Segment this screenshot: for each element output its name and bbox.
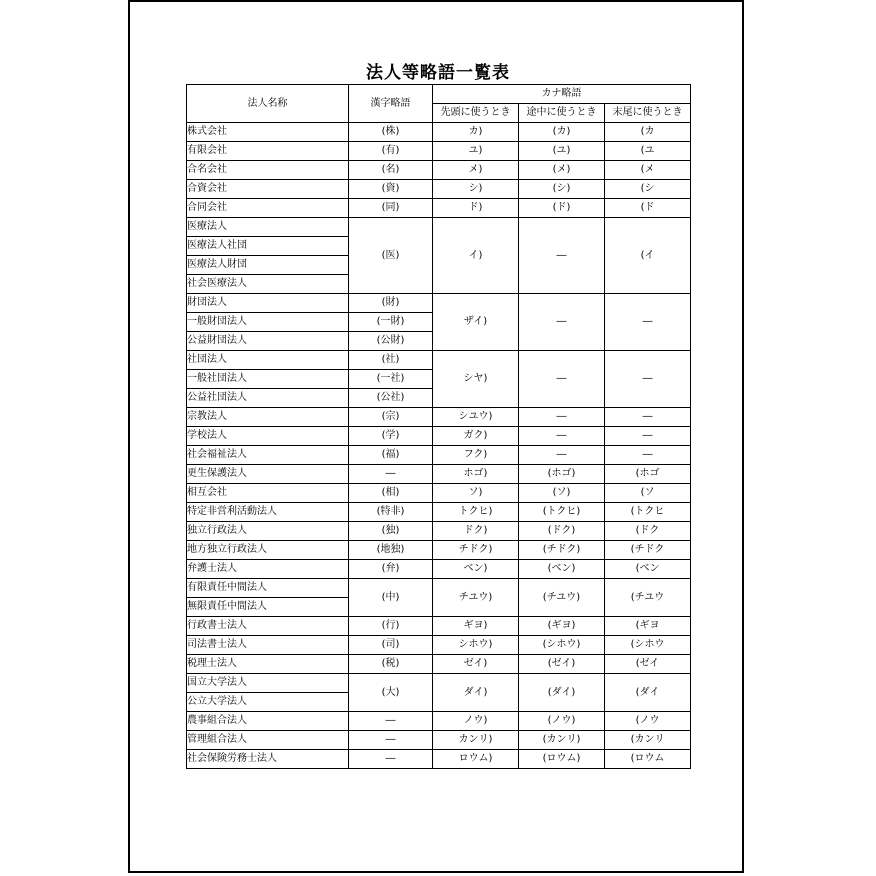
kana-middle-cell: (ベン) xyxy=(519,560,605,579)
table-row xyxy=(187,408,691,427)
kana-end-cell: ― xyxy=(605,427,691,446)
kanji-abbr-cell: (中) xyxy=(349,579,433,617)
kanji-abbr-cell: (福) xyxy=(349,446,433,465)
kana-start-cell: チドク) xyxy=(433,541,519,560)
kanji-abbr-cell: (名) xyxy=(349,161,433,180)
kana-end-cell: (ダイ xyxy=(605,674,691,712)
kanji-abbr-cell: ― xyxy=(349,712,433,731)
kana-middle-cell: (シ) xyxy=(519,180,605,199)
table-row xyxy=(187,712,691,731)
entity-name-cell: 社会保険労務士法人 xyxy=(187,750,349,769)
kana-end-cell: (ゼイ xyxy=(605,655,691,674)
document-title: 法人等略語一覧表 xyxy=(366,63,510,83)
table-row xyxy=(187,522,691,541)
table-row xyxy=(187,427,691,446)
kana-start-cell: カ) xyxy=(433,123,519,142)
kana-start-cell: ベン) xyxy=(433,560,519,579)
kana-middle-cell: ― xyxy=(519,351,605,408)
table-body xyxy=(187,123,691,769)
entity-name-cell: 合同会社 xyxy=(187,199,349,218)
kana-end-cell: (ド xyxy=(605,199,691,218)
kanji-abbr-cell: (弁) xyxy=(349,560,433,579)
entity-name-cell: 特定非営利活動法人 xyxy=(187,503,349,522)
kana-end-cell: ― xyxy=(605,351,691,408)
kanji-abbr-cell: (大) xyxy=(349,674,433,712)
kana-end-cell: (ホゴ xyxy=(605,465,691,484)
kana-start-cell: カンリ) xyxy=(433,731,519,750)
table-row xyxy=(187,579,691,598)
table-row xyxy=(187,750,691,769)
kana-end-cell: (イ xyxy=(605,218,691,294)
table-row xyxy=(187,123,691,142)
table-row xyxy=(187,484,691,503)
kana-middle-cell: (ギヨ) xyxy=(519,617,605,636)
table-row xyxy=(187,674,691,693)
entity-name-cell: 一般社団法人 xyxy=(187,370,349,389)
entity-name-cell: 医療法人社団 xyxy=(187,237,349,256)
kana-middle-cell: (チユウ) xyxy=(519,579,605,617)
table-row xyxy=(187,180,691,199)
kanji-abbr-cell: ― xyxy=(349,731,433,750)
table-row xyxy=(187,617,691,636)
table-row xyxy=(187,541,691,560)
entity-name-cell: 宗教法人 xyxy=(187,408,349,427)
kana-start-cell: ド) xyxy=(433,199,519,218)
kana-end-cell: (シホウ xyxy=(605,636,691,655)
entity-name-cell: 有限責任中間法人 xyxy=(187,579,349,598)
kana-end-cell: (チドク xyxy=(605,541,691,560)
entity-name-cell: 更生保護法人 xyxy=(187,465,349,484)
entity-name-cell: 公益財団法人 xyxy=(187,332,349,351)
entity-name-cell: 社会福祉法人 xyxy=(187,446,349,465)
table-row xyxy=(187,503,691,522)
kanji-abbr-cell: (一社) xyxy=(349,370,433,389)
kanji-abbr-cell: (宗) xyxy=(349,408,433,427)
table-row xyxy=(187,142,691,161)
kana-end-cell: (トクヒ xyxy=(605,503,691,522)
entity-name-cell: 国立大学法人 xyxy=(187,674,349,693)
kana-start-cell: ザイ) xyxy=(433,294,519,351)
kana-end-cell: (ソ xyxy=(605,484,691,503)
kana-middle-cell: (ソ) xyxy=(519,484,605,503)
entity-name-cell: 行政書士法人 xyxy=(187,617,349,636)
kana-end-cell: (ベン xyxy=(605,560,691,579)
kana-start-cell: シユウ) xyxy=(433,408,519,427)
entity-name-cell: 学校法人 xyxy=(187,427,349,446)
entity-name-cell: 弁護士法人 xyxy=(187,560,349,579)
kana-middle-cell: (ノウ) xyxy=(519,712,605,731)
kana-middle-cell: (ドク) xyxy=(519,522,605,541)
kana-middle-cell: (シホウ) xyxy=(519,636,605,655)
kana-middle-cell: ― xyxy=(519,446,605,465)
kana-end-cell: (カ xyxy=(605,123,691,142)
entity-name-cell: 合名会社 xyxy=(187,161,349,180)
entity-name-cell: 農事組合法人 xyxy=(187,712,349,731)
kana-start-cell: ノウ) xyxy=(433,712,519,731)
kanji-abbr-cell: (株) xyxy=(349,123,433,142)
entity-name-cell: 財団法人 xyxy=(187,294,349,313)
entity-name-cell: 税理士法人 xyxy=(187,655,349,674)
kana-start-cell: チユウ) xyxy=(433,579,519,617)
entity-name-cell: 合資会社 xyxy=(187,180,349,199)
kanji-abbr-cell: (財) xyxy=(349,294,433,313)
kana-middle-cell: (トクヒ) xyxy=(519,503,605,522)
kana-start-cell: ユ) xyxy=(433,142,519,161)
entity-name-cell: 管理組合法人 xyxy=(187,731,349,750)
kana-middle-cell: ― xyxy=(519,294,605,351)
entity-name-cell: 独立行政法人 xyxy=(187,522,349,541)
table-row xyxy=(187,731,691,750)
kana-end-cell: (ユ xyxy=(605,142,691,161)
kana-end-cell: ― xyxy=(605,446,691,465)
kanji-abbr-cell: (資) xyxy=(349,180,433,199)
header-kana: カナ略語 xyxy=(433,85,691,104)
kanji-abbr-cell: (司) xyxy=(349,636,433,655)
kana-middle-cell: ― xyxy=(519,218,605,294)
entity-name-cell: 医療法人財団 xyxy=(187,256,349,275)
kana-middle-cell: (カンリ) xyxy=(519,731,605,750)
header-name: 法人名称 xyxy=(187,85,349,123)
kanji-abbr-cell: (公財) xyxy=(349,332,433,351)
kanji-abbr-cell: (地独) xyxy=(349,541,433,560)
kanji-abbr-cell: (行) xyxy=(349,617,433,636)
entity-name-cell: 有限会社 xyxy=(187,142,349,161)
kana-middle-cell: (チドク) xyxy=(519,541,605,560)
kanji-abbr-cell: (社) xyxy=(349,351,433,370)
kanji-abbr-cell: (独) xyxy=(349,522,433,541)
kana-start-cell: ホゴ) xyxy=(433,465,519,484)
header-kana-end: 末尾に使うとき xyxy=(605,104,691,123)
entity-name-cell: 公益社団法人 xyxy=(187,389,349,408)
table-row xyxy=(187,446,691,465)
entity-name-cell: 医療法人 xyxy=(187,218,349,237)
kana-middle-cell: (ユ) xyxy=(519,142,605,161)
kanji-abbr-cell: ― xyxy=(349,465,433,484)
kana-middle-cell: (ロウム) xyxy=(519,750,605,769)
kana-middle-cell: (カ) xyxy=(519,123,605,142)
table-row xyxy=(187,560,691,579)
kanji-abbr-cell: ― xyxy=(349,750,433,769)
kana-end-cell: (チユウ xyxy=(605,579,691,617)
kana-middle-cell: (ホゴ) xyxy=(519,465,605,484)
kana-start-cell: ゼイ) xyxy=(433,655,519,674)
kana-start-cell: シ) xyxy=(433,180,519,199)
kana-middle-cell: (ゼイ) xyxy=(519,655,605,674)
kana-middle-cell: (ダイ) xyxy=(519,674,605,712)
kana-middle-cell: ― xyxy=(519,427,605,446)
kana-middle-cell: (メ) xyxy=(519,161,605,180)
kana-start-cell: ソ) xyxy=(433,484,519,503)
kanji-abbr-cell: (特非) xyxy=(349,503,433,522)
kanji-abbr-cell: (同) xyxy=(349,199,433,218)
kanji-abbr-cell: (医) xyxy=(349,218,433,294)
kana-end-cell: (カンリ xyxy=(605,731,691,750)
entity-name-cell: 司法書士法人 xyxy=(187,636,349,655)
abbreviation-table xyxy=(186,84,691,769)
kana-end-cell: ― xyxy=(605,408,691,427)
table-row xyxy=(187,199,691,218)
kana-start-cell: ギヨ) xyxy=(433,617,519,636)
table-row xyxy=(187,294,691,313)
kana-middle-cell: (ド) xyxy=(519,199,605,218)
entity-name-cell: 株式会社 xyxy=(187,123,349,142)
entity-name-cell: 地方独立行政法人 xyxy=(187,541,349,560)
kanji-abbr-cell: (学) xyxy=(349,427,433,446)
entity-name-cell: 相互会社 xyxy=(187,484,349,503)
table-row xyxy=(187,465,691,484)
kana-end-cell: ― xyxy=(605,294,691,351)
entity-name-cell: 社会医療法人 xyxy=(187,275,349,294)
table-row xyxy=(187,636,691,655)
entity-name-cell: 一般財団法人 xyxy=(187,313,349,332)
kana-start-cell: ドク) xyxy=(433,522,519,541)
kana-start-cell: ロウム) xyxy=(433,750,519,769)
kana-end-cell: (ドク xyxy=(605,522,691,541)
table-row xyxy=(187,218,691,237)
entity-name-cell: 公立大学法人 xyxy=(187,693,349,712)
kana-end-cell: (メ xyxy=(605,161,691,180)
header-kana-start: 先頭に使うとき xyxy=(433,104,519,123)
kanji-abbr-cell: (税) xyxy=(349,655,433,674)
kanji-abbr-cell: (相) xyxy=(349,484,433,503)
kana-end-cell: (ロウム xyxy=(605,750,691,769)
entity-name-cell: 社団法人 xyxy=(187,351,349,370)
kana-end-cell: (シ xyxy=(605,180,691,199)
kana-start-cell: イ) xyxy=(433,218,519,294)
kana-end-cell: (ノウ xyxy=(605,712,691,731)
table-row xyxy=(187,655,691,674)
kanji-abbr-cell: (有) xyxy=(349,142,433,161)
table-row xyxy=(187,351,691,370)
kana-start-cell: メ) xyxy=(433,161,519,180)
kana-end-cell: (ギヨ xyxy=(605,617,691,636)
kana-start-cell: ガク) xyxy=(433,427,519,446)
table-row xyxy=(187,161,691,180)
kana-start-cell: フク) xyxy=(433,446,519,465)
kana-start-cell: シヤ) xyxy=(433,351,519,408)
kana-start-cell: シホウ) xyxy=(433,636,519,655)
kana-middle-cell: ― xyxy=(519,408,605,427)
kanji-abbr-cell: (公社) xyxy=(349,389,433,408)
header-kana-middle: 途中に使うとき xyxy=(519,104,605,123)
entity-name-cell: 無限責任中間法人 xyxy=(187,598,349,617)
kanji-abbr-cell: (一財) xyxy=(349,313,433,332)
header-kanji: 漢字略語 xyxy=(349,85,433,123)
kana-start-cell: トクヒ) xyxy=(433,503,519,522)
kana-start-cell: ダイ) xyxy=(433,674,519,712)
